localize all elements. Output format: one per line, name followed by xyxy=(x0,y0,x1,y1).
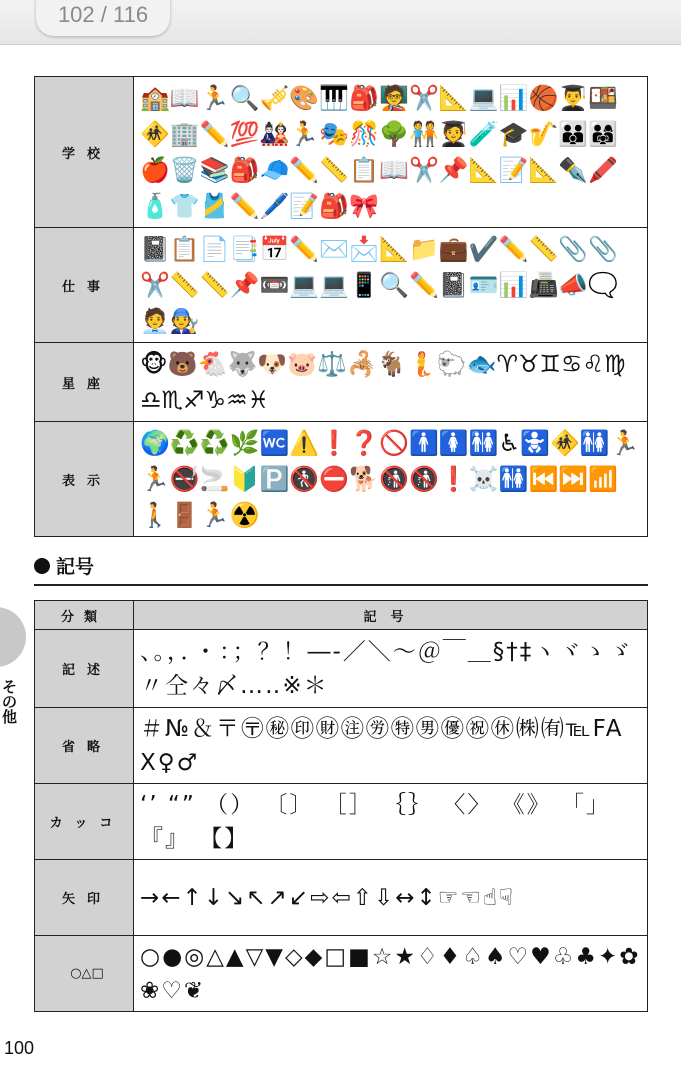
icon-symbol-table xyxy=(34,76,648,537)
section-title-text: 記号 xyxy=(56,556,95,578)
table-row xyxy=(35,630,648,708)
table-header-row xyxy=(35,601,648,630)
table-row xyxy=(35,708,648,784)
page-number: 100 xyxy=(4,1038,35,1058)
table-row xyxy=(35,77,648,228)
category-label: カッコ xyxy=(35,784,134,860)
section-title xyxy=(34,552,648,586)
category-label: ○△□ xyxy=(35,936,134,1012)
table-row xyxy=(35,422,648,537)
symbol-list: 🏫📖🏃🔍🎺🎨🎹🎒🧑‍🏫✂️📐💻📊🏀👨‍🎓🍱🚸🏢✏️💯🎎🏃🎭🎊🌳🧑‍🤝‍🧑🧑‍🎓🧪🎓🎷👪👨‍👩‍👧🍎🗑️📚🎒🧢✏️📏📋📖✂️📌📐📝📐✒️🖍️🧴👕🎽✏️🖊️📝🎒🎀 xyxy=(134,77,648,228)
symbol-list: 📓📋📄📑📅✏️✉️📩📐📁💼✔️✏️📏📎📎✂️📏📏📌📼💻💻📱🔍✏️📓🪪📊📠📣🗨️🧑‍💼🧑‍🔧 xyxy=(134,228,648,343)
table-row xyxy=(35,343,648,422)
viewer-top-bar xyxy=(0,0,681,45)
table-row xyxy=(35,936,648,1012)
category-label: 矢印 xyxy=(35,860,134,936)
punctuation-symbol-table xyxy=(34,600,648,1012)
side-tab xyxy=(0,607,26,667)
header-category: 分類 xyxy=(35,601,134,630)
side-tab-label: その他 xyxy=(2,678,18,726)
symbol-list: 🐵🐻🐔🐺🐶🐷⚖️🦂🐐🧜🐑🐟♈♉♊♋♌♍♎♏♐♑♒♓ xyxy=(134,343,648,422)
bullet-icon xyxy=(34,558,50,574)
table-row xyxy=(35,860,648,936)
category-label: 星座 xyxy=(35,343,134,422)
symbol-list: →←↑↓↘↖↗↙⇨⇦⇧⇩↔↕☞☜☝☟ xyxy=(134,860,648,936)
symbol-list: 、。，．・：；？！―‐／＼～＠￣＿§†‡ヽヾゝゞ〃仝々〆…‥※＊ xyxy=(134,630,648,708)
symbol-list: ‘’ “” （） 〔〕 ［］ ｛｝ 〈〉 《》 「」 『』 【】 xyxy=(134,784,648,860)
symbol-list: 🌍♻️♻️🌿🚾⚠️❗❓🚫🚹🚺🚻♿🚼🚸🚻🏃🏃🚭🚬🔰🅿️🚷⛔🐕🚯🚯❗☠️🚻⏮️⏭️📶🚶🚪🏃☢️ xyxy=(134,422,648,537)
category-label: 仕事 xyxy=(35,228,134,343)
symbol-list: ＃№＆〒〶㊙㊞㊖㊟㊘㊕㊚㊝㊗㊡㈱㈲℡FAX♀♂ xyxy=(134,708,648,784)
table-row xyxy=(35,784,648,860)
category-label: 省略 xyxy=(35,708,134,784)
category-label: 学校 xyxy=(35,77,134,228)
table-row xyxy=(35,228,648,343)
page-indicator: 102 / 116 xyxy=(36,0,170,36)
category-label: 記述 xyxy=(35,630,134,708)
category-label: 表示 xyxy=(35,422,134,537)
header-symbols: 記号 xyxy=(134,601,648,630)
symbol-list: ○●◎△▲▽▼◇◆□■☆★♢♦♤♠♡♥♧♣✦✿❀♡❦ xyxy=(134,936,648,1012)
